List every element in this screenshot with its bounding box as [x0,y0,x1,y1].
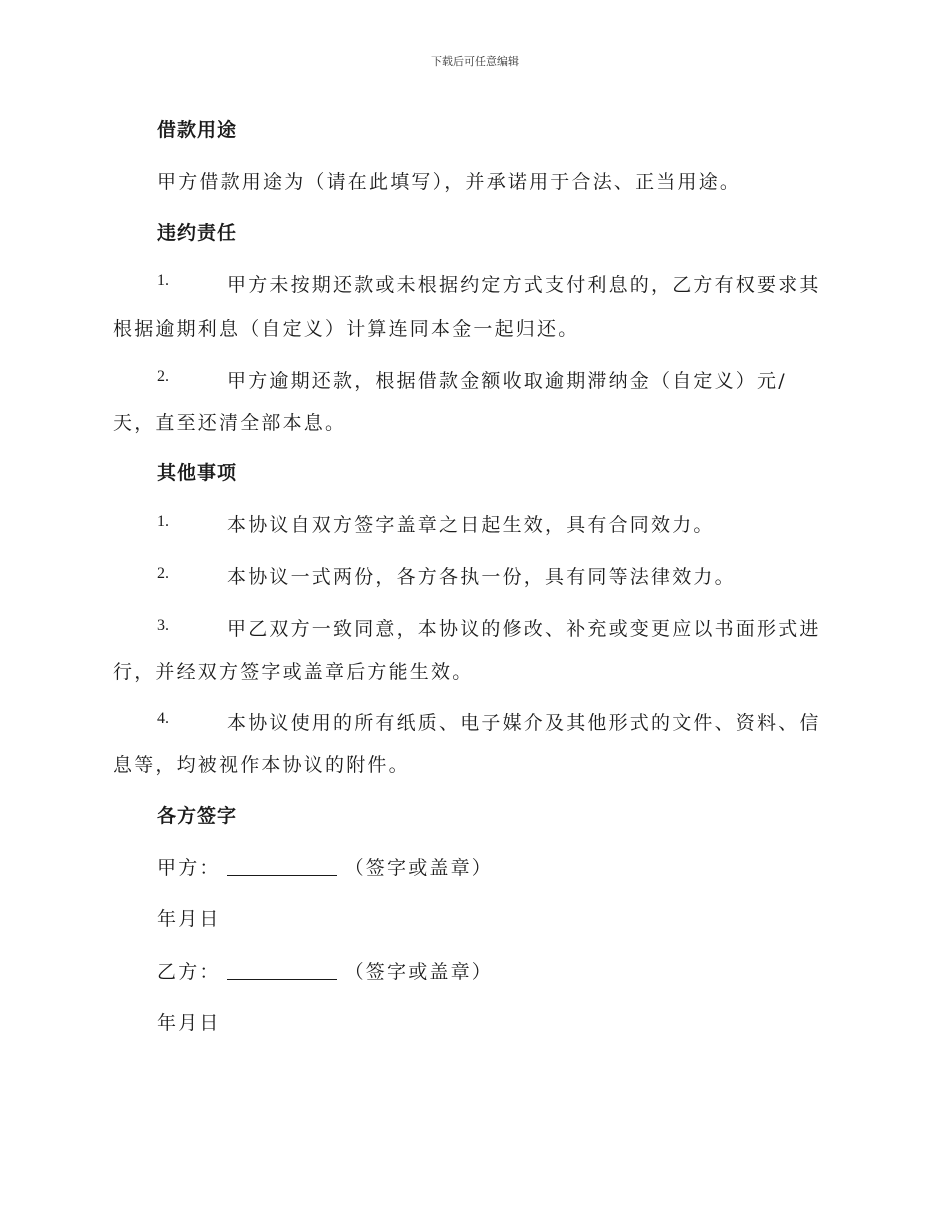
sign-note: （签字或盖章） [344,961,494,983]
other-item-number: 4. [157,710,169,727]
sign-note: （签字或盖章） [344,857,494,879]
other-item-number: 3. [157,617,169,634]
party-b-signature-line [157,957,493,984]
party-b-signature-blank[interactable] [227,962,337,980]
section-heading-breach: 违约责任 [157,222,238,244]
party-a-date: 年月日 [157,908,221,930]
other-item-text-cont: 息等，均被视作本协议的附件。 [113,754,410,776]
other-item-text: 本协议使用的所有纸质、电子媒介及其他形式的文件、资料、信 [227,712,821,734]
breach-item-text-cont: 天，直至还清全部本息。 [113,412,347,434]
breach-item-number: 1. [157,272,169,289]
section-heading-purpose: 借款用途 [157,119,238,141]
page-header: 下载后可任意编辑 [431,55,519,68]
section-heading-other: 其他事项 [157,462,238,484]
other-item-number: 1. [157,513,169,530]
breach-item-text: 甲方逾期还款，根据借款金额收取逾期滞纳金（自定义）元/ [227,370,787,392]
party-a-label: 甲方： [157,857,221,879]
party-b-date: 年月日 [157,1012,221,1034]
party-b-label: 乙方： [157,961,221,983]
breach-item-text: 甲方未按期还款或未根据约定方式支付利息的，乙方有权要求其 [227,274,821,296]
party-a-signature-line [157,853,493,880]
breach-item-text-cont: 根据逾期利息（自定义）计算连同本金一起归还。 [113,318,580,340]
other-item-number: 2. [157,565,169,582]
other-item-text: 本协议一式两份，各方各执一份，具有同等法律效力。 [227,566,736,588]
other-item-text-cont: 行，并经双方签字或盖章后方能生效。 [113,661,474,683]
party-a-signature-blank[interactable] [227,858,337,876]
other-item-text: 本协议自双方签字盖章之日起生效，具有合同效力。 [227,514,715,536]
other-item-text: 甲乙双方一致同意，本协议的修改、补充或变更应以书面形式进 [227,618,821,640]
breach-item-number: 2. [157,368,169,385]
section-heading-signatures: 各方签字 [157,805,238,827]
purpose-text: 甲方借款用途为（请在此填写），并承诺用于合法、正当用途。 [157,171,742,193]
